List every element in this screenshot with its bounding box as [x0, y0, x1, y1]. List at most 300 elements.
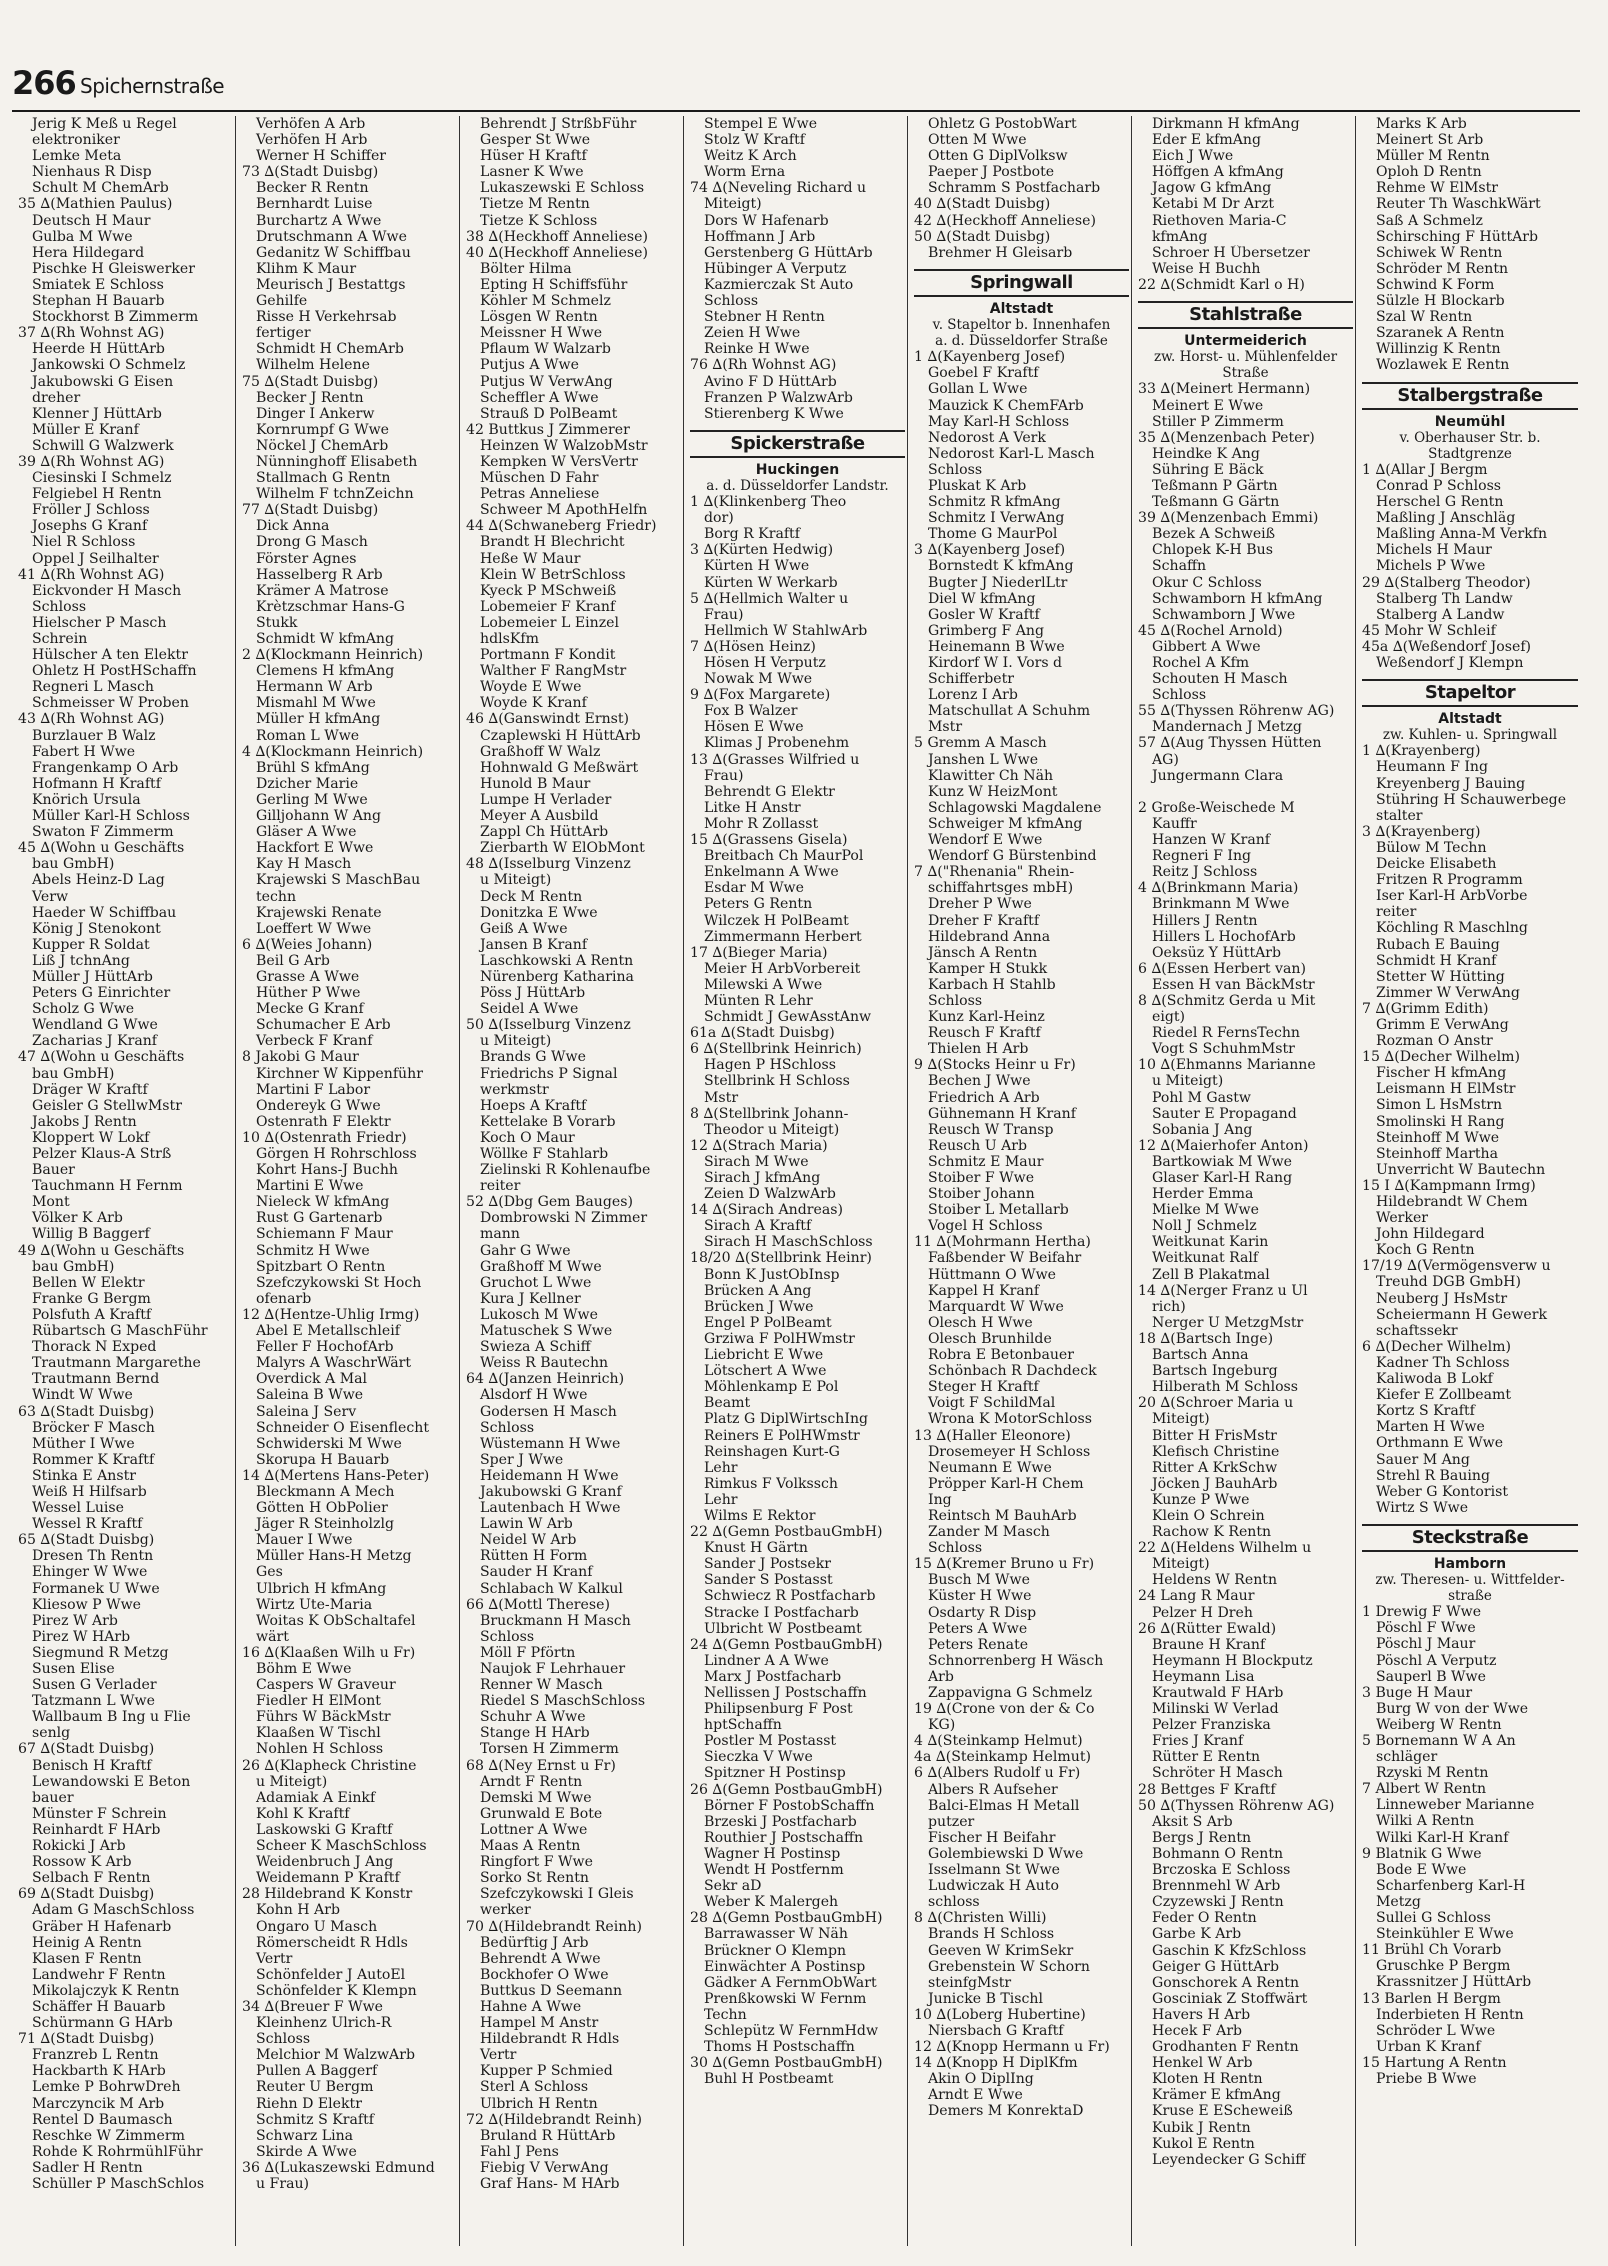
- resident-entry: Gaschin K KfzSchloss: [1152, 1942, 1307, 1959]
- resident-entry: Josephs G Kranf: [32, 518, 148, 535]
- resident-entry: Marten H Wwe: [1376, 1419, 1485, 1436]
- house-entry: 3 Buge H Maur: [1362, 1684, 1473, 1701]
- resident-entry: Müther I Wwe: [32, 1435, 135, 1452]
- resident-entry: Karbach H Stahlb: [928, 976, 1056, 993]
- resident-entry: Wöllke F Stahlarb: [480, 1146, 609, 1162]
- resident-entry: Mstr: [928, 719, 963, 736]
- resident-entry: Wilki Karl-H Kranf: [1376, 1829, 1509, 1846]
- resident-entry: Einwächter A Postinsp: [704, 1958, 866, 1975]
- resident-entry: Susen G Verlader: [32, 1677, 157, 1694]
- running-head-street: Spichernstraße: [80, 74, 225, 98]
- house-entry: 20 ∆(Schroer Maria u: [1138, 1395, 1294, 1412]
- resident-entry: Ohletz G PostobWart: [928, 116, 1077, 132]
- resident-entry: Herder Emma: [1152, 1186, 1254, 1203]
- resident-entry: Grebenstein W Schorn: [928, 1958, 1090, 1975]
- street-heading: Steckstraße: [1362, 1524, 1578, 1552]
- house-entry: 42 Buttkus J Zimmerer: [466, 421, 630, 438]
- resident-entry: Kornrumpf G Wwe: [256, 421, 389, 438]
- resident-entry: Heidemann H Wwe: [480, 1467, 619, 1484]
- resident-entry: Schönbach R Dachdeck: [928, 1363, 1097, 1380]
- resident-entry: Wessel R Kraftf: [32, 1516, 143, 1533]
- street-location: v. Stapeltor b. Innenhafen: [932, 317, 1111, 334]
- resident-entry: Kirdorf W I. Vors d: [928, 655, 1063, 671]
- resident-entry: Stracke I Postfacharb: [704, 1604, 859, 1621]
- resident-entry: Jakobs J Rentn: [32, 1113, 137, 1130]
- street-heading: Springwall: [914, 269, 1129, 297]
- resident-entry: Miteigt): [1152, 1556, 1210, 1573]
- resident-entry: Niersbach G Kraftf: [928, 2022, 1064, 2039]
- resident-entry: Schifferbetr: [928, 671, 1014, 688]
- resident-entry: Arndt F Rentn: [480, 1773, 583, 1790]
- resident-entry: Wirtz S Wwe: [1376, 1499, 1469, 1516]
- resident-entry: werkmstr: [480, 1081, 549, 1098]
- resident-entry: Franke G Bergm: [32, 1290, 151, 1307]
- resident-entry: Pirez W Arb: [32, 1612, 118, 1629]
- resident-entry: Vertr: [480, 2047, 517, 2064]
- street-location: a. d. Düsseldorfer Straße: [935, 333, 1108, 350]
- resident-entry: Deicke Elisabeth: [1376, 856, 1497, 873]
- resident-entry: Naujok F Lehrhauer: [480, 1661, 626, 1677]
- resident-entry: Köchling R Maschlng: [1376, 920, 1528, 937]
- house-entry: 7 ∆(Grimm Edith): [1362, 1000, 1489, 1017]
- house-entry: 24 ∆(Gemn PostbauGmbH): [690, 1636, 883, 1653]
- resident-entry: Heße W Maur: [480, 550, 581, 567]
- resident-entry: Enkelmann A Wwe: [704, 864, 839, 881]
- resident-entry: Schaffn: [1152, 558, 1207, 575]
- resident-entry: Robra E Betonbauer: [928, 1347, 1075, 1364]
- resident-entry: Mandernach J Metzg: [1152, 719, 1302, 736]
- resident-entry: Brückner O Klempn: [704, 1942, 847, 1959]
- resident-entry: Kleinhenz Ulrich-R: [256, 2015, 392, 2032]
- house-entry: 6 ∆(Stellbrink Heinrich): [690, 1041, 862, 1058]
- resident-entry: Regneri L Masch: [32, 679, 154, 696]
- resident-entry: Czyzewski J Rentn: [1152, 1894, 1284, 1911]
- resident-entry: Rozman O Anstr: [1376, 1033, 1493, 1050]
- resident-entry: Drosemeyer H Schloss: [928, 1443, 1091, 1460]
- resident-entry: Schloss: [928, 992, 983, 1009]
- resident-entry: Bonn K JustObInsp: [704, 1266, 840, 1283]
- resident-entry: Strehl R Bauing: [1376, 1467, 1490, 1484]
- resident-entry: Ohletz H PostHSchaffn: [32, 663, 197, 680]
- house-entry: 34 ∆(Breuer F Wwe: [242, 1998, 383, 2015]
- resident-entry: Ehinger W Wwe: [32, 1564, 148, 1581]
- resident-entry: Oploh D Rentn: [1376, 164, 1482, 181]
- resident-entry: Inderbieten H Rentn: [1376, 2006, 1524, 2023]
- resident-entry: Kunz Karl-Heinz: [928, 1009, 1045, 1026]
- resident-entry: Grodhanten F Rentn: [1152, 2039, 1299, 2056]
- resident-entry: Müller H kfmAng: [256, 711, 381, 728]
- resident-entry: Goebel F Kraftf: [928, 365, 1039, 382]
- resident-entry: Esdar M Wwe: [704, 880, 804, 897]
- house-entry: 75 ∆(Stadt Duisbg): [242, 373, 379, 390]
- resident-entry: Wilhelm Helene: [256, 357, 370, 374]
- resident-entry: Wozlawek E Rentn: [1376, 357, 1510, 374]
- resident-entry: Weiß H Hilfsarb: [32, 1483, 147, 1500]
- resident-entry: Schlagowski Magdalene: [928, 799, 1102, 816]
- resident-entry: Wendorf G Bürstenbind: [928, 848, 1097, 865]
- resident-entry: Hera Hildegard: [32, 244, 145, 261]
- resident-entry: Scheffler A Wwe: [480, 389, 599, 406]
- resident-entry: Walther F RangMstr: [480, 663, 627, 680]
- resident-entry: Tatzmann L Wwe: [32, 1693, 155, 1710]
- resident-entry: Schüller P MaschSchlos: [32, 2176, 205, 2192]
- resident-entry: Brennmehl W Arb: [1152, 1878, 1281, 1895]
- resident-entry: Gollan L Wwe: [928, 381, 1028, 398]
- resident-entry: Meurisch J Bestattgs: [256, 276, 406, 293]
- resident-entry: Woitas K ObSchaltafel: [256, 1612, 416, 1629]
- resident-entry: Steinkühler E Wwe: [1376, 1926, 1514, 1943]
- house-entry: 48 ∆(Isselburg Vinzenz: [466, 856, 631, 873]
- house-entry: 41 ∆(Rh Wohnst AG): [18, 566, 165, 583]
- resident-entry: Stolz W Kraftf: [704, 132, 805, 149]
- resident-entry: Pröpper Karl-H Chem: [928, 1475, 1084, 1492]
- resident-entry: Weßendorf J Klempn: [1376, 655, 1524, 671]
- house-entry: 69 ∆(Stadt Duisbg): [18, 1886, 155, 1903]
- resident-entry: Ges: [256, 1564, 283, 1581]
- resident-entry: Hackfort E Wwe: [256, 840, 374, 857]
- resident-entry: Heymann H Blockputz: [1152, 1652, 1313, 1669]
- resident-entry: Römerscheidt R Hdls: [256, 1934, 408, 1951]
- resident-entry: Felgiebel H Rentn: [32, 486, 162, 503]
- resident-entry: Grimm E VerwAng: [1376, 1016, 1509, 1033]
- resident-entry: Ulbrich H Rentn: [480, 2095, 598, 2112]
- resident-entry: Klaaßen W Tischl: [256, 1725, 381, 1742]
- resident-entry: Lorenz I Arb: [928, 687, 1018, 704]
- resident-entry: u Miteigt): [1152, 1073, 1224, 1090]
- resident-entry: Lehr: [704, 1459, 738, 1476]
- resident-entry: Lindner A A Wwe: [704, 1652, 829, 1669]
- resident-entry: Stellbrink H Schloss: [704, 1073, 850, 1090]
- resident-entry: Verhöfen H Arb: [256, 132, 368, 149]
- resident-entry: Weitkunat Ralf: [1152, 1250, 1259, 1267]
- street-location: Straße: [1222, 365, 1269, 382]
- resident-entry: Matuschek S Wwe: [480, 1323, 613, 1340]
- resident-entry: Ulbrich H kfmAng: [256, 1580, 387, 1597]
- resident-entry: Steinhoff Martha: [1376, 1145, 1499, 1162]
- resident-entry: Weitz K Arch: [704, 148, 797, 165]
- resident-entry: Fischer H Beifahr: [928, 1829, 1056, 1846]
- resident-entry: Heindke K Ang: [1152, 445, 1260, 462]
- house-entry: 55 ∆(Thyssen Röhrenw AG): [1138, 703, 1335, 720]
- street-location: zw. Kuhlen- u. Springwall: [1382, 727, 1558, 744]
- resident-entry: Drong G Masch: [256, 534, 368, 551]
- resident-entry: Brinkmann M Wwe: [1152, 896, 1290, 913]
- house-entry: 9 ∆(Stocks Heinr u Fr): [914, 1057, 1076, 1074]
- resident-entry: Behrendt G Elektr: [704, 783, 835, 800]
- resident-entry: putzer: [928, 1813, 975, 1830]
- resident-entry: Risse H Verkehrsab: [256, 309, 397, 326]
- resident-entry: Jakubowski G Kranf: [480, 1483, 622, 1500]
- resident-entry: Hampel M Anstr: [480, 2015, 599, 2032]
- resident-entry: Klenner J HüttArb: [32, 405, 162, 422]
- resident-entry: Reinhardt F HArb: [32, 1821, 161, 1838]
- resident-entry: Heinig A Rentn: [32, 1934, 142, 1951]
- resident-entry: Willig B Baggerf: [32, 1226, 150, 1243]
- district-name: Untermeiderich: [1184, 333, 1307, 350]
- house-entry: 5 ∆(Hellmich Walter u: [690, 590, 849, 607]
- resident-entry: Henkel W Arb: [1152, 2055, 1253, 2072]
- resident-entry: Laschkowski A Rentn: [480, 952, 634, 969]
- house-entry: 26 ∆(Klapheck Christine: [242, 1757, 417, 1774]
- resident-entry: Hohnwald G Meßwärt: [480, 759, 639, 776]
- resident-entry: Schramm S Postfacharb: [928, 180, 1101, 197]
- resident-entry: Krajewski Renate: [256, 904, 382, 921]
- house-entry: 50 ∆(Stadt Duisbg): [914, 228, 1051, 245]
- resident-entry: Mikolajczyk K Rentn: [32, 1982, 180, 1999]
- resident-entry: Ongaro U Masch: [256, 1918, 378, 1935]
- resident-entry: Nünninghoff Elisabeth: [256, 453, 418, 470]
- resident-entry: Stempel E Wwe: [704, 116, 818, 132]
- resident-entry: Dresen Th Rentn: [32, 1548, 154, 1565]
- resident-entry: Bergs J Rentn: [1152, 1829, 1252, 1846]
- resident-entry: Willinzig K Rentn: [1376, 341, 1501, 358]
- resident-entry: Sühring E Bäck: [1152, 461, 1264, 478]
- resident-entry: Scheiermann H Gewerk: [1376, 1306, 1548, 1323]
- resident-entry: Engel P PolBeamt: [704, 1314, 832, 1331]
- resident-entry: Schloss: [32, 598, 87, 615]
- resident-entry: Urban K Kranf: [1376, 2038, 1481, 2055]
- resident-entry: Sirach H MaschSchloss: [704, 1234, 873, 1251]
- resident-entry: Mont: [32, 1194, 70, 1211]
- resident-entry: Schouten H Masch: [1152, 671, 1288, 688]
- resident-entry: Torsen H Zimmerm: [480, 1741, 619, 1758]
- resident-entry: Brühl S kfmAng: [256, 759, 370, 776]
- resident-entry: Schönfelder J AutoEl: [256, 1966, 406, 1983]
- resident-entry: Zander M Masch: [928, 1524, 1050, 1541]
- house-entry: 52 ∆(Dbg Gem Bauges): [466, 1194, 633, 1211]
- resident-entry: Pischke H Gleiswerker: [32, 260, 195, 277]
- column-3: [460, 116, 684, 2246]
- resident-entry: Gädker A FernmObWart: [704, 1974, 877, 1991]
- resident-entry: Strauß D PolBeamt: [480, 405, 618, 422]
- resident-entry: Schröder L Wwe: [1376, 2022, 1496, 2039]
- resident-entry: Leyendecker G Schiff: [1152, 2151, 1306, 2168]
- resident-entry: Pöschl J Maur: [1376, 1636, 1476, 1653]
- resident-entry: Smiatek E Schloss: [32, 276, 164, 293]
- resident-entry: bau GmbH): [32, 1258, 115, 1275]
- resident-entry: Peters G Einrichter: [32, 985, 171, 1002]
- house-entry: 4 ∆(Klockmann Heinrich): [242, 743, 424, 760]
- resident-entry: Bleckmann A Mech: [256, 1483, 395, 1500]
- resident-entry: Thome G MaurPol: [928, 526, 1058, 543]
- resident-entry: Pullen A Baggerf: [256, 2063, 378, 2080]
- resident-entry: Gesper St Wwe: [480, 132, 591, 149]
- resident-entry: stalter: [1376, 807, 1423, 824]
- house-entry: 33 ∆(Meinert Hermann): [1138, 381, 1311, 398]
- resident-entry: Smolinski H Rang: [1376, 1113, 1505, 1130]
- resident-entry: Reinshagen Kurt-G: [704, 1443, 840, 1460]
- resident-entry: Müller J HüttArb: [32, 968, 153, 985]
- resident-entry: Sullei G Schloss: [1376, 1910, 1491, 1927]
- resident-entry: Gibbert A Wwe: [1152, 638, 1261, 655]
- resident-entry: Jöcken J BauhArb: [1152, 1475, 1278, 1492]
- resident-entry: Werner H Schiffer: [256, 148, 387, 165]
- resident-entry: Neidel W Arb: [480, 1532, 577, 1549]
- district-name: Hamborn: [1433, 1555, 1507, 1572]
- resident-entry: Hofmann H Kraftf: [32, 775, 161, 792]
- resident-entry: Stoiber Johann: [928, 1186, 1035, 1203]
- resident-entry: Meinert E Wwe: [1152, 397, 1264, 414]
- house-entry: 22 ∆(Schmidt Karl o H): [1138, 276, 1305, 293]
- resident-entry: Ing: [928, 1491, 952, 1508]
- resident-entry: Pelzer Franziska: [1152, 1717, 1271, 1734]
- resident-entry: Thielen H Arb: [928, 1041, 1029, 1058]
- resident-entry: Frangenkamp O Arb: [32, 759, 179, 776]
- house-entry: 39 ∆(Menzenbach Emmi): [1138, 510, 1319, 527]
- resident-entry: Franzreb L Rentn: [32, 2047, 159, 2064]
- resident-entry: u Miteigt): [480, 872, 552, 889]
- resident-entry: bauer: [32, 1789, 74, 1806]
- resident-entry: Gühnemann H Kranf: [928, 1105, 1076, 1122]
- directory-columns: [12, 116, 1580, 2246]
- resident-entry: Bernhardt Luise: [256, 196, 373, 213]
- resident-entry: Schiwek W Rentn: [1376, 244, 1503, 261]
- resident-entry: Adam G MaschSchloss: [32, 1902, 195, 1919]
- resident-entry: Gläser A Wwe: [256, 824, 357, 841]
- resident-entry: Spitzner H Postinsp: [704, 1765, 846, 1782]
- resident-entry: Nöckel J ChemArb: [256, 437, 389, 454]
- resident-entry: Glaser Karl-H Rang: [1152, 1170, 1293, 1186]
- resident-entry: Klasen F Rentn: [32, 1950, 142, 1967]
- resident-entry: Worm Erna: [704, 164, 786, 181]
- resident-entry: Wendland G Wwe: [32, 1017, 158, 1034]
- resident-entry: Lukaszewski E Schloss: [480, 180, 645, 197]
- resident-entry: Woyde E Wwe: [480, 679, 582, 696]
- street-heading: Stalbergstraße: [1362, 382, 1578, 410]
- resident-entry: Kauffr: [1152, 815, 1197, 832]
- resident-entry: Spitzbart O Rentn: [256, 1258, 386, 1275]
- resident-entry: Nieleck W kfmAng: [256, 1194, 390, 1211]
- resident-entry: Teßmann P Gärtn: [1152, 477, 1278, 494]
- resident-entry: fertiger: [256, 325, 311, 342]
- resident-entry: Brücken J Wwe: [704, 1298, 814, 1315]
- house-entry: 9 ∆(Fox Margarete): [690, 687, 831, 704]
- resident-entry: Lukosch M Wwe: [480, 1306, 598, 1323]
- resident-entry: schläger: [1376, 1749, 1438, 1766]
- resident-entry: Hellmich W StahlwArb: [704, 622, 868, 639]
- house-entry: 14 ∆(Sirach Andreas): [690, 1202, 843, 1219]
- resident-entry: Frau): [704, 767, 744, 784]
- resident-entry: Brücken A Ang: [704, 1282, 812, 1299]
- house-entry: 1 ∆(Allar J Bergm: [1362, 461, 1488, 478]
- resident-entry: Lawin W Arb: [480, 1516, 573, 1533]
- resident-entry: Reschke W Zimmerm: [32, 2127, 185, 2144]
- house-entry: 9 Blatnik G Wwe: [1362, 1845, 1482, 1862]
- resident-entry: Marquardt W Wwe: [928, 1298, 1064, 1315]
- house-entry: 7 Albert W Rentn: [1362, 1781, 1487, 1798]
- house-entry: 50 ∆(Isselburg Vinzenz: [466, 1017, 631, 1034]
- resident-entry: Sterl A Schloss: [480, 2079, 589, 2096]
- resident-entry: Stalberg A Landw: [1376, 606, 1505, 623]
- house-entry: 7 ∆(Hösen Heinz): [690, 638, 816, 655]
- resident-entry: Schmitz S Kraftf: [256, 2111, 374, 2128]
- resident-entry: Sülzle H Blockarb: [1376, 293, 1505, 310]
- resident-entry: Müschen D Fahr: [480, 470, 599, 487]
- house-entry: 39 ∆(Rh Wohnst AG): [18, 453, 165, 470]
- resident-entry: Schäffer H Bauarb: [32, 1998, 166, 2015]
- resident-entry: Gonschorek A Rentn: [1152, 1974, 1300, 1991]
- resident-entry: Beamt: [704, 1395, 751, 1412]
- resident-entry: Schmitz I VerwAng: [928, 510, 1065, 527]
- resident-entry: Wilhelm F tchnZeichn: [256, 486, 414, 503]
- resident-entry: Feder O Rentn: [1152, 1910, 1257, 1927]
- resident-entry: Bugter J NiederlLtr: [928, 574, 1068, 591]
- resident-entry: Lösgen W Rentn: [480, 309, 598, 326]
- resident-entry: Ostenrath F Elektr: [256, 1113, 391, 1130]
- resident-entry: Platz G DiplWirtschIng: [704, 1411, 869, 1428]
- resident-entry: Loeffert W Wwe: [256, 920, 372, 937]
- resident-entry: ofenarb: [256, 1290, 312, 1307]
- district-name: Neumühl: [1434, 413, 1506, 430]
- resident-entry: Weise H Buchh: [1152, 260, 1261, 277]
- resident-entry: Gerling M Wwe: [256, 791, 368, 808]
- resident-entry: Mauzick K ChemFArb: [928, 397, 1084, 414]
- resident-entry: Müller E Kranf: [32, 421, 139, 438]
- resident-entry: Schiemann F Maur: [256, 1226, 393, 1243]
- resident-entry: Arndt E Wwe: [928, 2087, 1023, 2104]
- resident-entry: Unverricht W Bautechn: [1376, 1161, 1546, 1178]
- resident-entry: Hermann W Arb: [256, 679, 373, 696]
- resident-entry: Susen Elise: [32, 1661, 115, 1677]
- resident-entry: Kunze P Wwe: [1152, 1491, 1250, 1508]
- resident-entry: Nienhaus R Disp: [32, 164, 152, 181]
- resident-entry: Abel E Metallschleif: [256, 1323, 400, 1340]
- house-entry: 1 Drewig F Wwe: [1362, 1604, 1482, 1621]
- house-entry: 18 ∆(Bartsch Inge): [1138, 1330, 1274, 1347]
- resident-entry: Heumann F Ing: [1376, 759, 1489, 776]
- resident-entry: Ulbricht W Postbeamt: [704, 1620, 862, 1637]
- resident-entry: Kloppert W Lokf: [32, 1129, 150, 1146]
- resident-entry: Borg R Kraftf: [704, 526, 800, 543]
- resident-entry: Meissner H Wwe: [480, 325, 603, 342]
- resident-entry: Tietze M Rentn: [480, 196, 590, 213]
- resident-entry: Becker R Rentn: [256, 180, 369, 197]
- resident-entry: Dräger W Kraftf: [32, 1081, 148, 1098]
- resident-entry: schaftssekr: [1376, 1322, 1458, 1339]
- resident-entry: Deck M Rentn: [480, 888, 583, 905]
- house-entry: 35 ∆(Menzenbach Peter): [1138, 429, 1315, 446]
- resident-entry: Hülscher A ten Elektr: [32, 647, 188, 664]
- resident-entry: Olesch Brunhilde: [928, 1330, 1052, 1347]
- resident-entry: u Frau): [256, 2176, 310, 2192]
- resident-entry: Noll J Schmelz: [1152, 1218, 1257, 1235]
- resident-entry: Szal W Rentn: [1376, 309, 1473, 326]
- district-name: Huckingen: [755, 461, 840, 478]
- resident-entry: wärt: [256, 1628, 289, 1645]
- resident-entry: Kupper R Soldat: [32, 936, 150, 953]
- resident-entry: Weber G Kontorist: [1376, 1483, 1508, 1500]
- resident-entry: Reusch F Kraftf: [928, 1025, 1041, 1042]
- resident-entry: Garbe K Arb: [1152, 1926, 1242, 1943]
- resident-entry: Prenßkowski W Fernm: [704, 1990, 867, 2007]
- resident-entry: Siegmund R Metzg: [32, 1644, 169, 1661]
- street-location: Stadtgrenze: [1428, 445, 1512, 462]
- resident-entry: Kaliwoda B Lokf: [1376, 1371, 1493, 1388]
- resident-entry: Wüstemann H Wwe: [480, 1435, 621, 1452]
- resident-entry: Priebe B Wwe: [1376, 2070, 1477, 2087]
- resident-entry: Reusch W Transp: [928, 1121, 1054, 1138]
- resident-entry: Windt W Wwe: [32, 1387, 133, 1404]
- resident-entry: Zimmermann Herbert: [704, 928, 862, 945]
- resident-entry: Führs W BäckMstr: [256, 1709, 391, 1726]
- resident-entry: Bartkowiak M Wwe: [1152, 1153, 1292, 1170]
- resident-entry: Aksit S Arb: [1152, 1813, 1233, 1830]
- resident-entry: Lewandowski E Beton: [32, 1773, 191, 1790]
- house-entry: 6 ∆(Weies Johann): [242, 936, 373, 953]
- resident-entry: Selbach F Rentn: [32, 1870, 151, 1887]
- resident-entry: Sorko St Rentn: [480, 1870, 589, 1887]
- resident-entry: Vogel H Schloss: [928, 1218, 1043, 1235]
